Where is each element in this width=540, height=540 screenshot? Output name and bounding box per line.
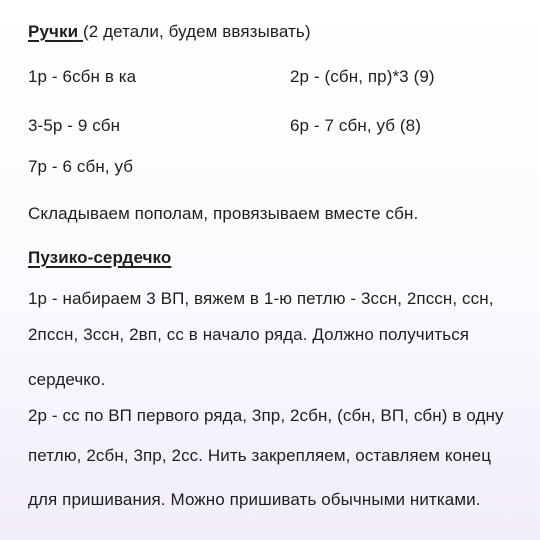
belly-line-3: сердечко. bbox=[28, 370, 106, 389]
handles-title-suffix: (2 детали, будем ввязывать) bbox=[82, 22, 311, 41]
row-1: 1р - 6сбн в ка bbox=[28, 67, 137, 86]
row-7: 7р - 6 сбн, уб bbox=[28, 157, 134, 176]
belly-line-4: 2р - сс по ВП первого ряда, 3пр, 2сбн, (сбн, ВП, сбн) в одну bbox=[28, 406, 504, 425]
row-3-5: 3-5р - 9 сбн bbox=[28, 116, 121, 135]
row-2: 2р - (сбн, пр)*3 (9) bbox=[290, 67, 435, 86]
belly-line-5: петлю, 2сбн, 3пр, 2сс. Нить закрепляем, оставляем конец bbox=[28, 446, 492, 465]
row-6: 6р - 7 сбн, уб (8) bbox=[290, 116, 421, 135]
handles-title: Ручки bbox=[28, 22, 79, 41]
belly-line-6: для пришивания. Можно пришивать обычными нитками. bbox=[28, 490, 481, 509]
belly-heart-title: Пузико-сердечко bbox=[28, 248, 172, 267]
handles-note: Складываем пополам, провязываем вместе сбн. bbox=[28, 204, 419, 223]
belly-line-2: 2пссн, 3ссн, 2вп, сс в начало ряда. Должно получиться bbox=[28, 325, 470, 344]
handles-heading-line bbox=[28, 22, 311, 42]
belly-line-1: 1р - набираем 3 ВП, вяжем в 1-ю петлю - 3ссн, 2пссн, ссн, bbox=[28, 289, 494, 308]
